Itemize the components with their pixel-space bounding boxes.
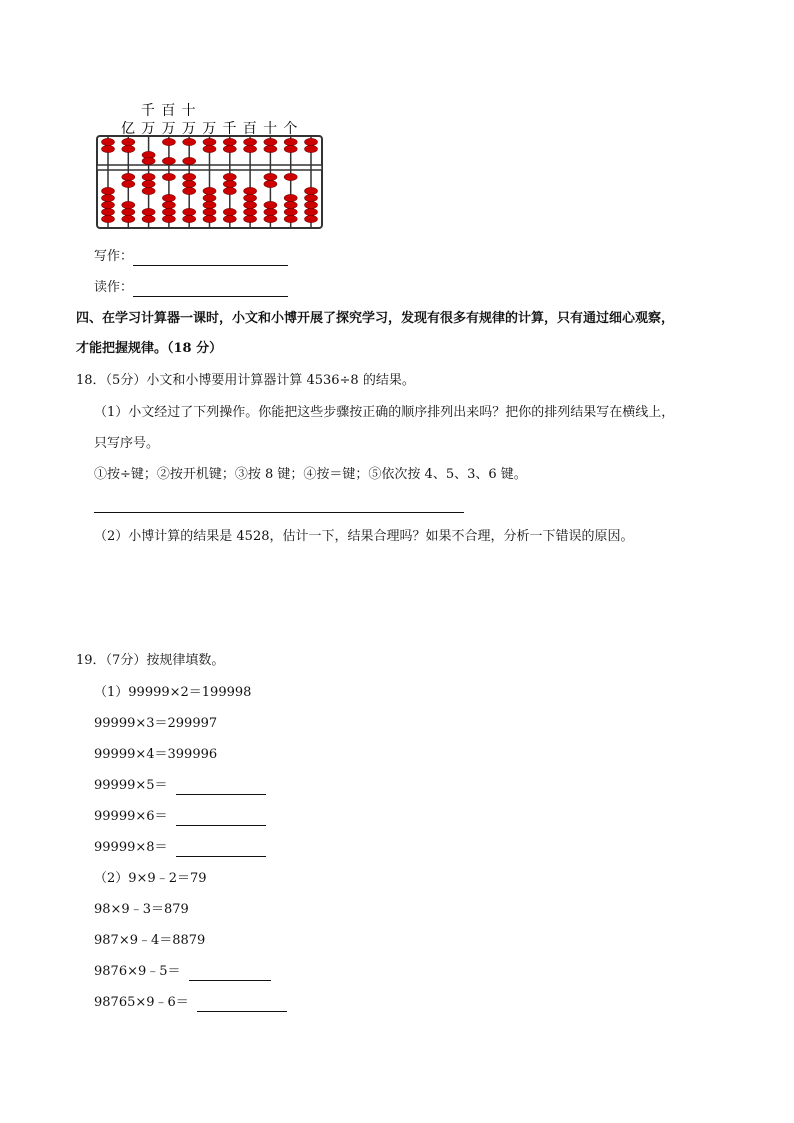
abacus-svg	[92, 98, 327, 233]
abacus-label-top-1: 百	[161, 103, 176, 119]
q19-p2-row-2: 987×9﹣4＝8879	[94, 933, 206, 948]
abacus-lower-bead-7-1	[244, 194, 257, 201]
abacus-upper-bead-6-1	[223, 145, 236, 152]
q19-p2-expr-4: 98765×9﹣6＝	[94, 995, 189, 1010]
q19-header: 19．（7分）按规律填数。	[76, 653, 225, 668]
abacus-upper-bead-0-0	[102, 138, 115, 145]
abacus-upper-bead-4-1	[183, 157, 196, 164]
abacus-lower-bead-8-2	[264, 201, 277, 208]
abacus-lower-bead-8-1	[264, 180, 277, 187]
abacus-label-bottom-8: 个	[283, 121, 298, 137]
q19-p2-blank-3[interactable]	[189, 966, 271, 981]
q19-p2-row-4	[94, 994, 287, 1012]
abacus-upper-bead-5-0	[203, 138, 216, 145]
q19-p2-row-3	[94, 963, 271, 981]
abacus-lower-bead-6-3	[223, 208, 236, 215]
abacus-lower-bead-1-2	[122, 201, 135, 208]
abacus-upper-bead-10-0	[305, 138, 318, 145]
abacus-upper-bead-0-1	[102, 145, 115, 152]
abacus-lower-bead-2-4	[142, 215, 155, 222]
abacus-lower-bead-9-3	[284, 208, 297, 215]
abacus-lower-bead-5-4	[203, 215, 216, 222]
q19-p1-expr-5: 99999×8＝	[94, 840, 168, 855]
abacus-lower-bead-0-4	[102, 215, 115, 222]
abacus-lower-bead-5-2	[203, 201, 216, 208]
read-answer-blank[interactable]	[133, 282, 288, 297]
abacus-upper-bead-7-0	[244, 138, 257, 145]
abacus-lower-bead-4-1	[183, 180, 196, 187]
abacus-upper-bead-1-0	[122, 138, 135, 145]
abacus-label-bottom-4: 万	[202, 121, 217, 137]
abacus-upper-bead-3-1	[162, 157, 175, 164]
abacus-lower-bead-10-1	[305, 194, 318, 201]
q19-p1-blank-5[interactable]	[176, 842, 266, 857]
abacus-lower-bead-10-3	[305, 208, 318, 215]
read-row	[94, 279, 288, 297]
abacus-upper-bead-9-0	[284, 138, 297, 145]
abacus-upper-bead-9-1	[284, 145, 297, 152]
abacus-lower-bead-6-0	[223, 173, 236, 180]
abacus-lower-bead-3-3	[162, 208, 175, 215]
abacus-lower-bead-7-3	[244, 208, 257, 215]
abacus-upper-bead-4-0	[183, 138, 196, 145]
abacus-label-top-2: 十	[181, 103, 196, 119]
q19-p2-row-1: 98×9﹣3＝879	[94, 902, 189, 917]
q18-part1-line1: （1）小文经过了下列操作。你能把这些步骤按正确的顺序排列出来吗？把你的排列结果写在横线上，	[94, 405, 675, 420]
abacus-lower-bead-6-4	[223, 215, 236, 222]
abacus-lower-bead-0-1	[102, 194, 115, 201]
abacus-lower-bead-1-1	[122, 180, 135, 187]
q19-p2-expr-3: 9876×9﹣5＝	[94, 964, 181, 979]
read-label: 读作：	[94, 280, 134, 295]
q19-p1-expr-4: 99999×6＝	[94, 809, 168, 824]
write-label: 写作：	[94, 249, 134, 264]
abacus-lower-bead-2-3	[142, 208, 155, 215]
q19-p1-row-2: 99999×4＝399996	[94, 747, 218, 762]
abacus-label-bottom-3: 万	[181, 121, 196, 137]
abacus-lower-bead-3-2	[162, 201, 175, 208]
abacus-lower-bead-3-1	[162, 194, 175, 201]
abacus-figure	[92, 98, 327, 233]
abacus-lower-bead-5-1	[203, 194, 216, 201]
q19-p1-blank-3[interactable]	[176, 780, 266, 795]
q18-header: 18．（5分）小文和小博要用计算器计算 4536÷8 的结果。	[76, 373, 415, 388]
abacus-label-bottom-2: 万	[161, 121, 176, 137]
abacus-lower-bead-5-0	[203, 187, 216, 194]
q18-part1-line2: 只写序号。	[94, 436, 160, 451]
abacus-upper-bead-1-1	[122, 145, 135, 152]
abacus-lower-bead-0-0	[102, 187, 115, 194]
abacus-lower-bead-2-1	[142, 180, 155, 187]
q19-p1-row-1: 99999×3＝299997	[94, 716, 218, 731]
q19-p1-blank-4[interactable]	[176, 811, 266, 826]
section4-title-line1: 四、在学习计算器一课时，小文和小博开展了探究学习，发现有很多有规律的计算，只有通过细心观察，	[76, 311, 675, 326]
abacus-upper-bead-3-0	[162, 138, 175, 145]
abacus-label-bottom-7: 十	[263, 121, 278, 137]
abacus-lower-bead-10-4	[305, 215, 318, 222]
abacus-lower-bead-3-4	[162, 215, 175, 222]
abacus-lower-bead-8-3	[264, 208, 277, 215]
abacus-lower-bead-5-3	[203, 208, 216, 215]
abacus-lower-bead-1-4	[122, 215, 135, 222]
abacus-upper-bead-5-1	[203, 145, 216, 152]
abacus-upper-bead-8-1	[264, 145, 277, 152]
abacus-lower-bead-2-0	[142, 173, 155, 180]
section4-title-line2: 才能把握规律。（18 分）	[76, 341, 223, 356]
q18-steps: ①按÷键；②按开机键；③按 8 键；④按＝键；⑤依次按 4、5、3、6 键。	[94, 467, 527, 482]
abacus-lower-bead-6-1	[223, 180, 236, 187]
abacus-lower-bead-4-2	[183, 187, 196, 194]
abacus-upper-bead-8-0	[264, 138, 277, 145]
abacus-lower-bead-9-0	[284, 173, 297, 180]
q18-answer-line[interactable]	[94, 512, 464, 513]
abacus-lower-bead-9-1	[284, 194, 297, 201]
abacus-lower-bead-1-3	[122, 208, 135, 215]
q19-p2-row-0: （2）9×9﹣2＝79	[94, 871, 207, 886]
abacus-label-bottom-6: 百	[242, 121, 257, 137]
abacus-label-bottom-1: 万	[141, 121, 156, 137]
q19-p1-expr-3: 99999×5＝	[94, 778, 168, 793]
abacus-lower-bead-4-0	[183, 173, 196, 180]
abacus-upper-bead-6-0	[223, 138, 236, 145]
abacus-lower-bead-7-4	[244, 215, 257, 222]
abacus-lower-bead-3-0	[162, 173, 175, 180]
q19-p1-row-5	[94, 839, 266, 857]
abacus-lower-bead-0-3	[102, 208, 115, 215]
abacus-lower-bead-1-0	[122, 173, 135, 180]
abacus-lower-bead-10-2	[305, 201, 318, 208]
q19-p2-blank-4[interactable]	[197, 997, 287, 1012]
write-row	[94, 248, 288, 266]
abacus-lower-bead-7-2	[244, 201, 257, 208]
abacus-lower-bead-4-3	[183, 208, 196, 215]
abacus-lower-bead-8-0	[264, 173, 277, 180]
q18-part2: （2）小博计算的结果是 4528，估计一下，结果合理吗？如果不合理，分析一下错误的原因。	[94, 529, 634, 544]
q19-p1-row-4	[94, 808, 266, 826]
abacus-lower-bead-10-0	[305, 187, 318, 194]
abacus-lower-bead-7-0	[244, 187, 257, 194]
abacus-upper-bead-7-1	[244, 145, 257, 152]
abacus-label-bottom-0: 亿	[121, 121, 135, 137]
abacus-label-top-0: 千	[140, 103, 155, 119]
abacus-lower-bead-8-4	[264, 215, 277, 222]
abacus-lower-bead-4-4	[183, 215, 196, 222]
abacus-lower-bead-9-4	[284, 215, 297, 222]
abacus-lower-bead-9-2	[284, 201, 297, 208]
abacus-label-bottom-5: 千	[222, 121, 237, 137]
abacus-lower-bead-0-2	[102, 201, 115, 208]
write-answer-blank[interactable]	[133, 251, 288, 266]
q19-p1-row-0: （1）99999×2＝199998	[94, 685, 252, 700]
abacus-lower-bead-2-2	[142, 187, 155, 194]
abacus-lower-bead-6-2	[223, 187, 236, 194]
abacus-upper-bead-2-1	[142, 157, 155, 164]
abacus-upper-bead-10-1	[305, 145, 318, 152]
q19-p1-row-3	[94, 777, 266, 795]
